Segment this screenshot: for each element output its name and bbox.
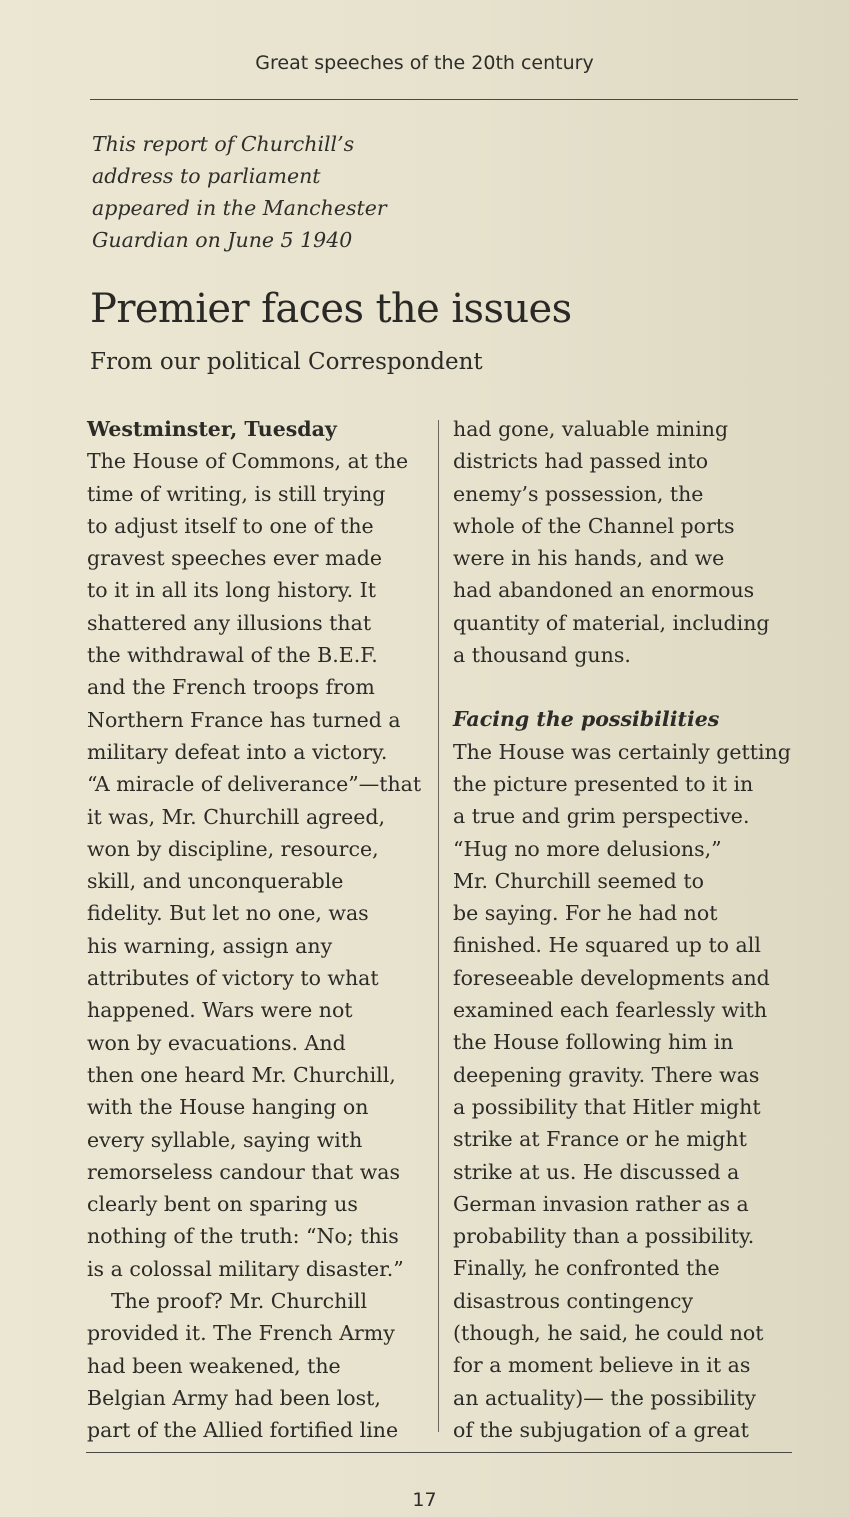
text-line: had abandoned an enormous (453, 578, 755, 603)
text-line: then one heard Mr. Churchill, (87, 1062, 396, 1087)
header-rule (90, 99, 798, 100)
text-line: shattered any illusions that (87, 610, 372, 635)
text-line: his warning, assign any (87, 933, 333, 958)
text-line: won by discipline, resource, (87, 836, 379, 861)
text-line: enemy’s possession, the (453, 481, 704, 506)
text-line: examined each fearlessly with (453, 998, 768, 1023)
text-line: part of the Allied fortified line (87, 1418, 399, 1443)
text-line: foreseeable developments and (453, 965, 770, 990)
text-line: every syllable, saying with (87, 1127, 363, 1152)
text-line: The proof? Mr. Churchill (111, 1289, 368, 1314)
text-line: probability than a possibility. (453, 1224, 755, 1249)
text-line: The House of Commons, at the (87, 449, 409, 474)
text-line: disastrous contingency (453, 1288, 694, 1313)
text-line: attributes of victory to what (87, 966, 379, 991)
text-line: had gone, valuable mining (453, 417, 729, 441)
text-line: fidelity. But let no one, was (87, 901, 369, 926)
text-line: “Hug no more delusions,” (453, 836, 722, 861)
text-line: whole of the Channel ports (453, 513, 735, 538)
text-line: and the French troops from (87, 675, 375, 700)
text-line: provided it. The French Army (87, 1321, 395, 1346)
text-line: an actuality)— the possibility (453, 1385, 757, 1410)
text-line: (though, he said, he could not (453, 1321, 764, 1346)
text-line: remorseless candour that was (87, 1159, 401, 1184)
running-head: Great speeches of the 20th century (255, 52, 594, 74)
text-line: districts had passed into (453, 449, 709, 474)
text-line: of the subjugation of a great (453, 1417, 749, 1442)
column-divider (438, 420, 439, 1432)
text-line: time of writing, is still trying (87, 481, 386, 506)
text-line: finished. He squared up to all (453, 933, 761, 958)
text-line: for a moment believe in it as (453, 1353, 751, 1378)
text-line: military defeat into a victory. (87, 739, 388, 764)
text-line: The House was certainly getting (453, 739, 791, 764)
text-line: won by evacuations. And (87, 1030, 346, 1055)
text-line: the picture presented to it in (453, 771, 754, 796)
text-line: strike at France or he might (453, 1127, 747, 1152)
dateline: Westminster, Tuesday (87, 417, 337, 441)
text-line: it was, Mr. Churchill agreed, (87, 804, 386, 829)
text-line: Northern France has turned a (87, 707, 401, 732)
text-line: is a colossal military disaster.” (87, 1256, 404, 1281)
text-line: German invasion rather as a (453, 1191, 749, 1216)
text-line: gravest speeches ever made (87, 546, 382, 571)
text-line: a thousand guns. (453, 643, 631, 668)
text-line: clearly bent on sparing us (87, 1192, 358, 1217)
text-line: were in his hands, and we (453, 546, 725, 571)
text-line: Finally, he confronted the (453, 1256, 720, 1281)
text-line: a possibility that Hitler might (453, 1094, 761, 1119)
text-line: quantity of material, including (453, 610, 770, 635)
article-column-right (453, 413, 803, 1446)
text-line: to adjust itself to one of the (87, 513, 374, 538)
text-line: the House following him in (453, 1030, 734, 1055)
intro-note: This report of Churchill’s address to parliament appeared in the Manchester Guardian on June 5 1940 (92, 132, 387, 252)
text-line: a true and grim perspective. (453, 804, 750, 829)
text-line: Belgian Army had been lost, (87, 1385, 381, 1410)
text-line: strike at us. He discussed a (453, 1159, 740, 1184)
footer-rule (86, 1452, 792, 1453)
text-line: the withdrawal of the B.E.F. (87, 643, 378, 668)
text-line: nothing of the truth: “No; this (87, 1224, 399, 1249)
paragraph-gap (453, 671, 803, 703)
article-headline: Premier faces the issues (90, 286, 572, 332)
text-line: “A miracle of deliverance”—that (87, 772, 422, 797)
text-line: skill, and unconquerable (87, 869, 344, 894)
page-number: 17 (412, 1489, 437, 1511)
text-line: Mr. Churchill seemed to (453, 868, 704, 893)
text-line: deepening gravity. There was (453, 1062, 760, 1087)
text-line: had been weakened, the (87, 1353, 341, 1378)
text-line: happened. Wars were not (87, 998, 353, 1023)
text-line: be saying. For he had not (453, 901, 718, 926)
article-column-left (87, 413, 432, 1447)
subheading: Facing the possibilities (453, 707, 720, 732)
text-line: to it in all its long history. It (87, 578, 376, 603)
article-byline: From our political Correspondent (90, 349, 483, 375)
text-line: with the House hanging on (87, 1095, 369, 1120)
